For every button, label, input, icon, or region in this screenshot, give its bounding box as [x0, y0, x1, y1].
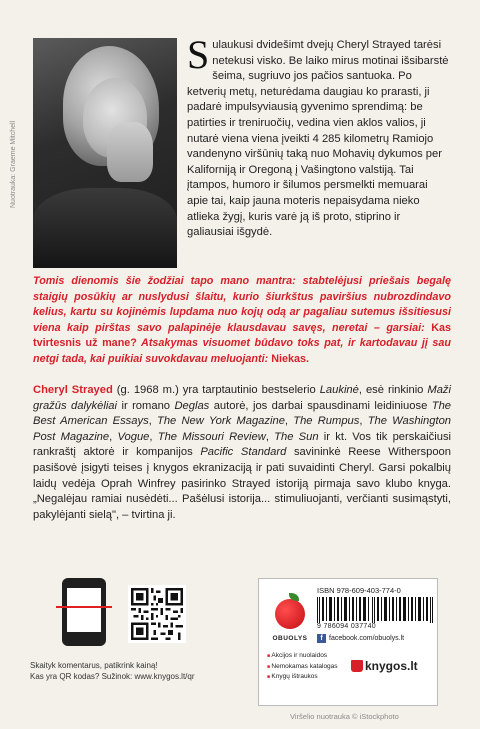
intro-text: ulaukusi dvidešimt dvejų Cheryl Strayed tarėsi netekusi visko. Be laiko mirus motinai išsibarstė šeima, sugriuvo jos pačios santuoka. Po ketverių metų, neturėdama daugiau ko prarasti, ji padarė impulsyviausią gyvenimo sprendimą: be patirties ir treniruočių, vedina vien aklos valios, ji nutarė viena viena įveikti 4 285 kilometrų Ramiojo vandenyno viršūnių taką nuo Mohavių dykumos per Kaliforniją ir Oregoną į Vašingtono valstiją. Tai įtampos, humoro ir šilumos persmelkti memuarai apie tai, kaip jauna moteris nepaisydama nieko atlieka žygį, kuris varė ją iš proto, stiprino ir galiausiai išgydė.: [187, 39, 449, 239]
phone-scan-icon: [62, 578, 106, 646]
bio-title: The Missouri Review: [157, 430, 266, 443]
bio-text: ,: [149, 430, 158, 443]
bio-title: The Best American Essays: [33, 399, 452, 428]
phone-screen: [67, 588, 101, 632]
qr-caption-prefix: Kas yra QR kodas? Sužinok:: [30, 672, 135, 681]
bio-text: ,: [265, 430, 275, 443]
author-photo: [33, 38, 177, 268]
store-name: knygos.lt: [365, 659, 418, 673]
qr-caption-line2: [30, 671, 230, 682]
features-list: [267, 651, 338, 683]
cover-credit: Viršelio nuotrauka © iStockphoto: [290, 712, 399, 721]
apple-icon: [275, 599, 305, 629]
bio-text: ir kt. Vos tik perskaičiusi rankraštį aktorė ir kompanijos: [33, 430, 452, 459]
barcode-icon: [317, 597, 433, 623]
bio-text: savininkė Reese Witherspoon pasišovė įsigyti teises į knygos ekranizaciją ir pati suvaidinti Cheryl. Garsi pokalbių laidų vedėja Oprah Winfrey pasirinko Strayed istoriją pirmaja savo klubo knyga. „Negalėjau ramiai nusėdėti... Pašėlusi istorija... stimuliuojanti, verčianti susimąstyti, pakylėjanti sielą", – tvirtina ji.: [33, 446, 452, 521]
feature-item: ■ Nemokamas katalogas: [267, 662, 338, 673]
publisher-name: OBUOLYS: [272, 635, 308, 642]
bio-text: autorė, jos darbai spausdinami leidiniuose: [209, 399, 432, 412]
bio-title: Pacific Standard: [200, 446, 287, 459]
quote-text-1: Tomis dienomis šie žodžiai tapo mano mantra: stabtelėjusi priešais begalę staigių posūkių ar nuslydusi šlaitu, kurio šiurkštus paviršius nubrozdindavo kelius, kartu su kojinėmis lupdama nuo kojų odą ar pagaliau sutemus išsitiesusi viena kaip pirštas savo palapinėje klausdavau savęs, neretai – garsiai:: [33, 275, 451, 334]
qr-link[interactable]: www.knygos.lt/qr: [134, 672, 195, 681]
photo-hand: [107, 122, 153, 182]
qr-caption: [30, 660, 230, 682]
bio-title: Deglas: [174, 399, 210, 412]
bio-text: ir romano: [117, 399, 175, 412]
photo-credit: Nuotrauka: Graeme Mitchell: [10, 120, 17, 208]
photo-shirt: [33, 188, 177, 268]
facebook-label: facebook.com/obuolys.lt: [329, 635, 405, 642]
facebook-link[interactable]: [317, 633, 404, 644]
scan-line: [56, 606, 112, 608]
author-name: Cheryl Strayed: [33, 384, 113, 396]
feature-item: ■ Akcijos ir nuolaidos: [267, 651, 338, 662]
bio-text: (g. 1968 m.) yra tarptautinio bestselerio: [112, 384, 320, 396]
bio-title: The New York Magazine: [156, 415, 285, 428]
barcode-digits: 9 786094 037740: [317, 623, 376, 630]
bio-text: ,: [109, 430, 118, 443]
intro-paragraph: [187, 32, 449, 241]
knygos-logo[interactable]: [351, 659, 418, 673]
bio-text: ,: [284, 415, 294, 428]
bio-title: Maži gražūs dalykėliai: [33, 384, 451, 412]
facebook-icon: f: [317, 634, 326, 643]
publisher-box: [258, 578, 438, 706]
shopping-bag-icon: [351, 660, 363, 672]
quote-text-2: Atsakymas visuomet būdavo toks pat, ir kartodavau jį sau netgi tada, kai puikiai suvokdavau meluojanti:: [33, 337, 451, 365]
quote-answer: Niekas.: [271, 352, 310, 365]
pull-quote: [33, 274, 451, 368]
bio-title: The Washington Post Magazine: [33, 415, 452, 443]
isbn: ISBN 978-609-403-774-0: [317, 586, 401, 595]
bio-title: Laukinė: [319, 384, 359, 396]
author-bio: [33, 383, 451, 523]
bio-text: ,: [359, 415, 368, 428]
bio-title: The Sun: [274, 430, 319, 443]
qr-code[interactable]: [128, 585, 186, 643]
bio-text: ,: [148, 415, 157, 428]
bio-title: The Rumpus: [293, 415, 360, 428]
qr-code-icon: [131, 588, 183, 640]
bio-text: , esė rinkinio: [358, 384, 428, 396]
bio-title: Vogue: [117, 430, 150, 443]
feature-item: ■ Knygų ištraukos: [267, 672, 338, 683]
qr-caption-line1: Skaityk komentarus, patikrink kainą!: [30, 661, 158, 670]
quote-question: Kas tvirtesnis už mane?: [33, 321, 451, 350]
drop-cap: S: [187, 32, 210, 77]
